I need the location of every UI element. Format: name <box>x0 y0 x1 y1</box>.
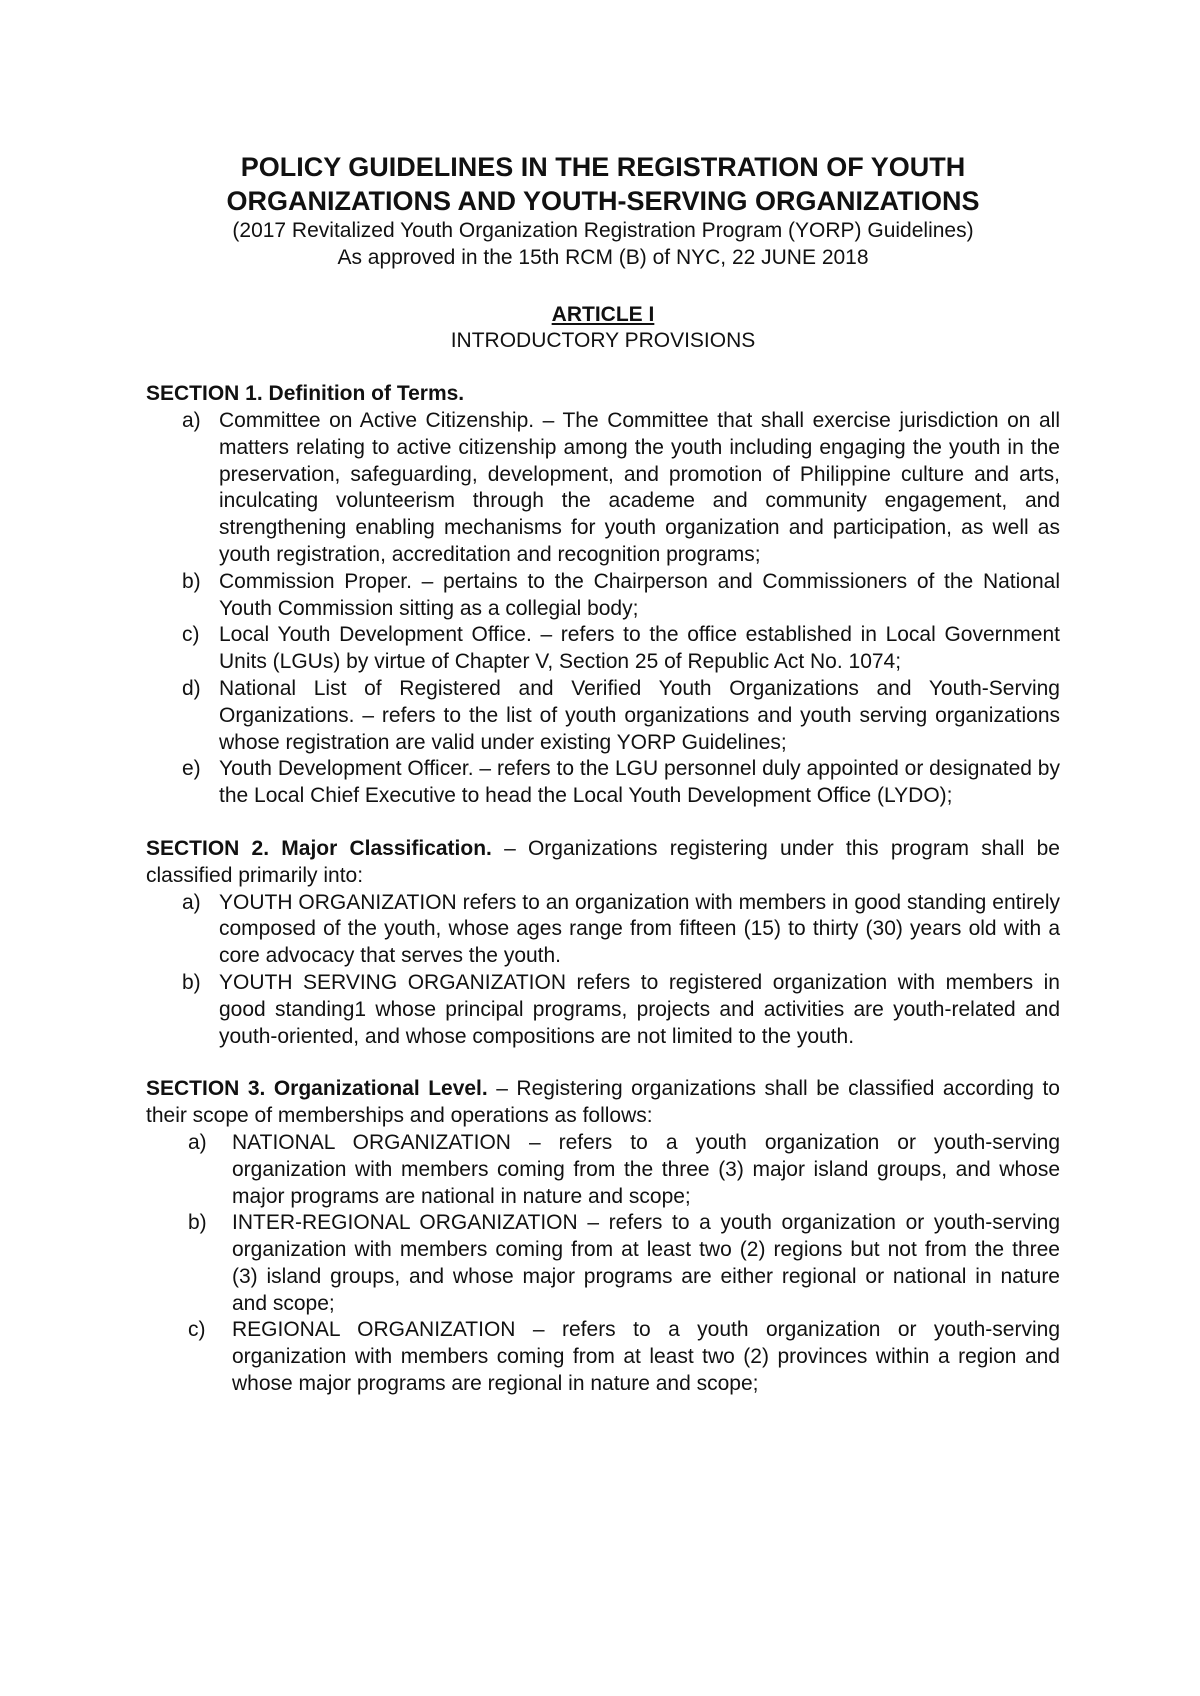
article-subheading: INTRODUCTORY PROVISIONS <box>450 329 756 353</box>
article-heading: ARTICLE I <box>551 302 655 326</box>
list-item-text: Commission Proper. – pertains to the Chairperson and Commissioners of the National Youth Commission sitting as a collegial body; <box>219 569 1060 620</box>
section-3-list <box>146 1130 1060 1398</box>
section-1-intro <box>146 381 1060 408</box>
list-item-text: YOUTH ORGANIZATION refers to an organization with members in good standing entirely composed of the youth, whose ages range from fifteen (15) to thirty (30) years old with a core advocacy that serves the youth. <box>219 890 1060 968</box>
section-3-intro-text: – Registering organizations shall be classified according to their scope of memberships and operations as follows: <box>146 1077 1060 1128</box>
list-item-text: NATIONAL ORGANIZATION – refers to a youth organization or youth-serving organization with members coming from the three (3) major island groups, and whose major programs are national in nature and scope; <box>232 1130 1060 1208</box>
list-item-text: REGIONAL ORGANIZATION – refers to a youth organization or youth-serving organization with members coming from at least two (2) provinces within a region and whose major programs are regional in nature and scope; <box>232 1318 1060 1396</box>
list-item-text: National List of Registered and Verified Youth Organizations and Youth-Serving Organizations. – refers to the list of youth organizations and youth serving organizations whose registration are valid under existing YORP Guidelines; <box>219 676 1060 754</box>
list-item <box>146 622 1060 676</box>
list-item-text: Local Youth Development Office. – refers to the office established in Local Government Units (LGUs) by virtue of Chapter V, Section 25 of Republic Act No. 1074; <box>219 623 1060 674</box>
list-item <box>146 970 1060 1050</box>
section-2-list <box>146 890 1060 1051</box>
section-1-heading: SECTION 1. Definition of Terms. <box>146 382 465 406</box>
document-page <box>146 150 1060 1398</box>
section-1-list <box>146 408 1060 810</box>
list-marker: c) <box>182 623 200 647</box>
section-3-heading: SECTION 3. Organizational Level. <box>146 1077 488 1101</box>
title-line-2: ORGANIZATIONS AND YOUTH-SERVING ORGANIZATIONS <box>226 186 980 216</box>
list-item-text: Committee on Active Citizenship. – The Committee that shall exercise jurisdiction on all matters relating to active citizenship among the youth including engaging the youth in the preservation, safeguarding, development, and promotion of Philippine culture and arts, inculcating volunteerism through the academe and community engagement, and strengthening enabling mechanisms for youth organization and participation, as well as youth registration, accreditation and recognition programs; <box>219 408 1060 566</box>
list-item-text: YOUTH SERVING ORGANIZATION refers to registered organization with members in good standing1 whose principal programs, projects and activities are youth-related and youth-oriented, and whose compositions are not limited to the youth. <box>219 970 1060 1048</box>
section-2 <box>146 836 1060 1050</box>
title-line-1: POLICY GUIDELINES IN THE REGISTRATION OF YOUTH <box>240 152 966 182</box>
section-3 <box>146 1076 1060 1398</box>
document-subtitle: (2017 Revitalized Youth Organization Registration Program (YORP) Guidelines) <box>232 219 974 242</box>
list-item <box>146 890 1060 970</box>
section-3-intro <box>146 1076 1060 1130</box>
list-marker: a) <box>182 408 201 432</box>
list-item-text: INTER-REGIONAL ORGANIZATION – refers to a youth organization or youth-serving organization with members coming from at least two (2) regions but not from the three (3) island groups, and whose major programs are either regional or national in nature and scope; <box>232 1211 1060 1315</box>
section-2-intro <box>146 836 1060 890</box>
list-marker: b) <box>182 569 201 593</box>
sections <box>146 381 1060 1398</box>
section-2-heading: SECTION 2. Major Classification. <box>146 836 492 860</box>
list-item <box>146 1317 1060 1397</box>
list-item <box>146 1130 1060 1210</box>
list-marker: e) <box>182 757 201 781</box>
list-marker: c) <box>188 1318 206 1342</box>
list-item <box>146 1210 1060 1317</box>
list-marker: a) <box>182 890 201 914</box>
article-header <box>146 302 1060 356</box>
approval-line: As approved in the 15th RCM (B) of NYC, 22 JUNE 2018 <box>337 245 869 269</box>
list-marker: d) <box>182 676 201 700</box>
list-item-text: Youth Development Officer. – refers to the LGU personnel duly appointed or designated by the Local Chief Executive to head the Local Youth Development Office (LYDO); <box>219 757 1060 808</box>
list-item <box>146 676 1060 756</box>
section-2-intro-text: – Organizations registering under this program shall be classified primarily into: <box>146 836 1060 887</box>
list-item <box>146 569 1060 623</box>
list-marker: a) <box>188 1130 207 1154</box>
list-item <box>146 408 1060 569</box>
list-item <box>146 756 1060 810</box>
list-marker: b) <box>188 1211 207 1235</box>
list-marker: b) <box>182 970 201 994</box>
document-title <box>146 150 1060 218</box>
section-1 <box>146 381 1060 810</box>
